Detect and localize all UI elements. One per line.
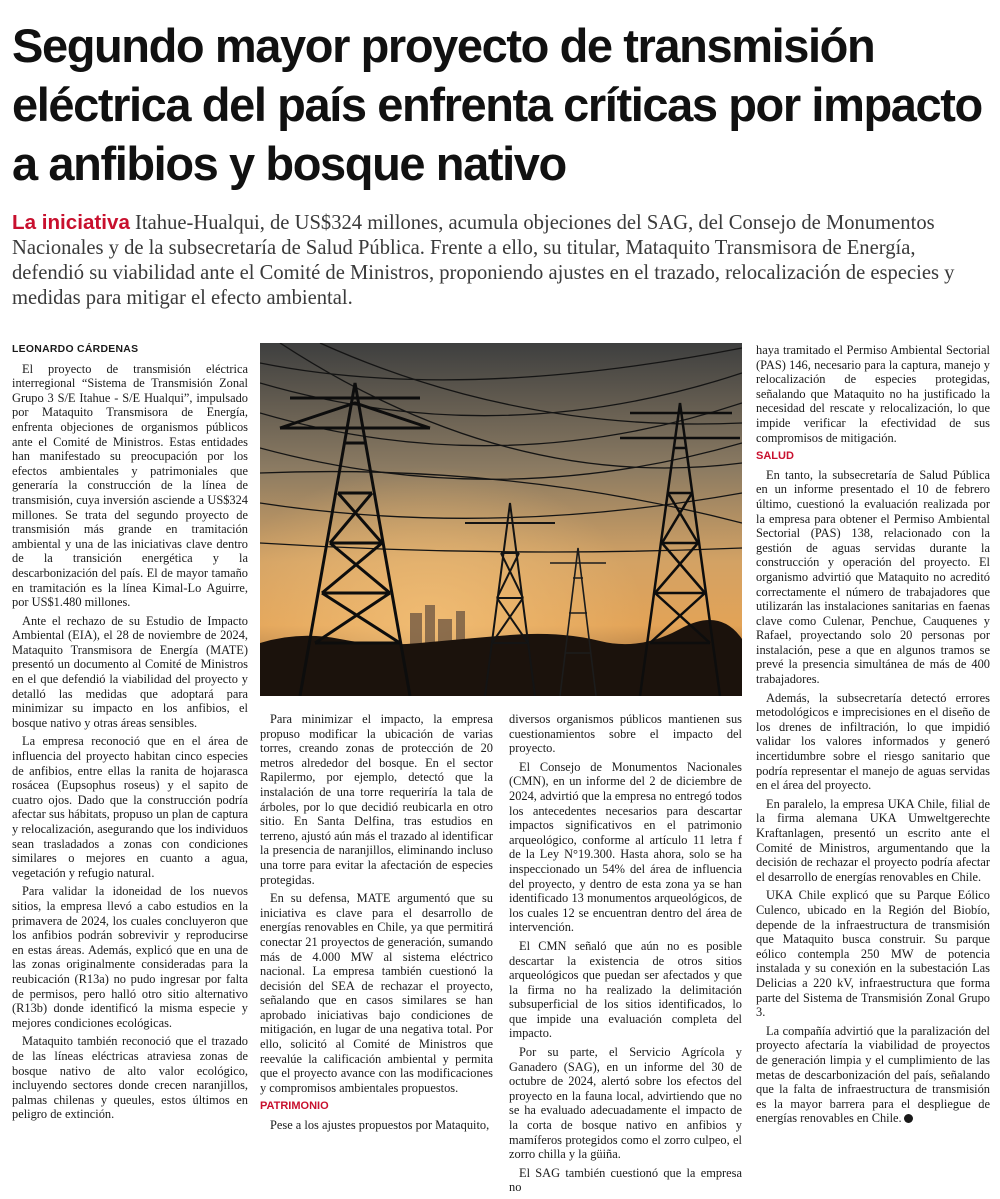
paragraph: haya tramitado el Permiso Ambiental Sectorial (PAS) 146, necesario para la captura, manejo y relocalización de especies protegidas, señalando que Mataquito no ha justificado la necesidad del rescate y relocalización, lo que impide verificar la efectividad de sus compromisos de mitigación. — [756, 343, 990, 445]
paragraph: Para minimizar el impacto, la empresa propuso modificar la ubicación de varias torres, creando zonas de protección de 20 metros alrededor del bosque. En el sector Rapilermo, por ejemplo, detectó que la instalación de una torre requeriría la tala de árboles, por lo que decidió reubicarla en otro sitio. En Santa Delfina, tras estudios en terreno, ajustó aún más el trazado al identificar la presencia de naranjillos, eliminando incluso una torre para evitar la afectación de especies protegidas. — [260, 712, 493, 887]
paragraph: El Consejo de Monumentos Nacionales (CMN), en un informe del 2 de diciembre de 2024, advirtió que la empresa no entregó todos los antecedentes necesarios para descartar impactos significativos en el patrimonio arqueológico, conforme al artículo 11 letra f de la Ley N°19.300. Hasta ahora, solo se ha inspeccionado un 54% del área de influencia del proyecto, y dentro de esta zona ya se han identificado 13 monumentos arqueológicos, de los cuales 12 se encuentran dentro del área de intervención. — [509, 759, 742, 935]
paragraph: Ante el rechazo de su Estudio de Impacto Ambiental (EIA), el 28 de noviembre de 2024, Mataquito Transmisora de Energía (MATE) presentó un documento al Comité de Ministros en el que defendió la viabilidad del proyecto y detalló las medidas que adoptará para minimizar su impacto en los anfibios, el bosque nativo y otras áreas sensibles. — [12, 613, 248, 730]
paragraph: diversos organismos públicos mantienen sus cuestionamientos sobre el impacto del proyecto. — [509, 712, 742, 756]
lede-text: Itahue-Hualqui, de US$324 millones, acumula objeciones del SAG, del Consejo de Monumentos Nacionales y de la subsecretaría de Salud Pública. Frente a ello, su titular, Mataquito Transmisora de Energía, defendió su viabilidad ante el Comité de Ministros, proponiendo ajustes en el trazado, relocalización de especies y medidas para mitigar el efecto ambiental. — [12, 212, 955, 309]
column-4 — [756, 343, 990, 1130]
paragraph: El proyecto de transmisión eléctrica interregional “Sistema de Transmisión Zonal Grupo 3 S/E Itahue - S/E Hualqui”, impulsado por Mataquito Transmisora de Energía, enfrenta objeciones de organismos públicos ante el Comité de Ministros. Estas entidades han manifestado su preocupación por los efectos ambientales y patrimoniales que generaría la construcción de la línea de transmisión, cuya inversión asciende a US$324 millones. Se trata del segundo proyecto de transmisión más grande en tramitación ambiental y una de las iniciativas clave dentro de la transición energética y la descarbonización del país. El de mayor tamaño en tramitación es la línea Kimal-Lo Aguirre, por US$1.480 millones. — [12, 361, 248, 610]
end-of-article-icon — [904, 1114, 913, 1123]
headline: Segundo mayor proyecto de transmisión eléctrica del país enfrenta críticas por impacto a anfibios y bosque nativo — [12, 19, 982, 190]
column-1 — [12, 343, 248, 1126]
paragraph: El CMN señaló que aún no es posible descartar la existencia de otros sitios arqueológicos que puedan ser afectados y que la firma no ha realizado la delimitación subsuperficial de los sitios identificados, lo que impide una evaluación completa del impacto. — [509, 938, 742, 1041]
paragraph: UKA Chile explicó que su Parque Eólico Culenco, ubicado en la Región del Biobío, depende de la infraestructura de transmisión que Mataquito busca construir. Su parque eólico contempla 250 MW de potencia instalada y su conexión en la subestación Las Delicias a 220 kV, infraestructura que forma parte del Sistema de Transmisión Zonal Grupo 3. — [756, 888, 990, 1020]
section-heading-salud: SALUD — [756, 450, 794, 463]
paragraph: En paralelo, la empresa UKA Chile, filial de la firma alemana UKA Umweltgerechte Kraftanlagen, presentó un escrito ante el Comité de Ministros, argumentando que la decisión de rechazar el proyecto podría afectar el desarrollo de energías renovables en Chile. — [756, 796, 990, 884]
paragraph: Mataquito también reconoció que el trazado de las líneas eléctricas atraviesa zonas de bosque nativo de alto valor ecológico, incluyendo sectores donde crecen naranjillos, palmas chilenas y queules, estos últimos en peligro de extinción. — [12, 1034, 248, 1122]
power-transmission-towers-sunset-photo — [260, 343, 742, 696]
paragraph: Pese a los ajustes propuestos por Mataquito, — [270, 1118, 490, 1133]
paragraph: El SAG también cuestionó que la empresa no — [509, 1165, 742, 1195]
lede-lead: La iniciativa — [12, 211, 130, 234]
paragraph: Además, la subsecretaría detectó errores metodológicos e imprecisiones en el diseño de los drenes de infiltración, lo que impidió validar los valores informados y generó incertidumbre sobre el riesgo sanitario que podría representar el manejo de aguas servidas en el área del proyecto. — [756, 690, 990, 793]
paragraph — [756, 1024, 990, 1126]
column-3 — [509, 712, 742, 1199]
paragraph: Para validar la idoneidad de los nuevos sitios, la empresa llevó a cabo estudios en la primavera de 2024, los cuales concluyeron que los anfibios podrán sobrevivir y reproducirse en estas áreas. Además, explicó que en una de las zonas originalmente consideradas para la reubicación (R13a) no pudo ingresar por falta de permisos, pero halló otro sitio alternativo (R13b) donde identificó la misma especie y mejores condiciones ecológicas. — [12, 884, 248, 1030]
paragraph: Por su parte, el Servicio Agrícola y Ganadero (SAG), en un informe del 30 de octubre de 2024, alertó sobre los efectos del proyecto en la fauna local, advirtiendo que no se ha evaluado adecuadamente el impacto de la corta de bosque nativo en anfibios y mamíferos protegidos como el zorro culpeo, el zorro chilla y la güiña. — [509, 1045, 742, 1162]
lede — [12, 210, 992, 311]
byline: LEONARDO CÁRDENAS — [12, 344, 139, 355]
section-heading-patrimonio: PATRIMONIO — [260, 1100, 329, 1113]
paragraph: La empresa reconoció que en el área de influencia del proyecto habitan cinco especies de anfibios, entre ellas la ranita de hojarasca rosácea (Eupsophus roseus) y el sapito de cuatro ojos. Dado que la construcción podría afectar sus hábitats, propuso un plan de captura y relocalización, asegurando que los individuos sean trasladados a zonas con condiciones similares o mejores en cuanto a agua, vegetación y refugio natural. — [12, 734, 248, 880]
column-2 — [260, 712, 493, 1137]
paragraph: En tanto, la subsecretaría de Salud Pública en un informe presentado el 10 de febrero último, cuestionó la evaluación realizada por la empresa para obtener el Permiso Ambiental Sectorial (PAS) 138, relacionado con la gestión de aguas servidas durante la construcción y operación del proyecto. El organismo advirtió que Mataquito no acreditó correctamente el número de trabajadores que utilizarán las instalaciones sanitarias en faenas clave como Culenar, Penchue, Cauquenes y Rafael, proyectando solo 20 personas por instalación, pese a que en algunos tramos se prevé la presencia simultánea de más de 400 trabajadores. — [756, 467, 990, 687]
paragraph: En su defensa, MATE argumentó que su iniciativa es clave para el desarrollo de energías renovables en Chile, ya que permitirá conectar 21 proyectos de generación, sumando más de 4.000 MW al sistema eléctrico nacional. La empresa también cuestionó la decisión del SEA de rechazar el proyecto, señalando que en casos similares se han aprobado iniciativas bajo condiciones de mitigación, en lugar de una negativa total. Por ello, solicitó al Comité de Ministros que reevalúe la calificación ambiental y permita que el proyecto avance con las modificaciones y compromisos ambientales propuestos. — [260, 891, 493, 1095]
paragraph-text: La compañía advirtió que la paralización del proyecto afectaría la viabilidad de proyectos de generación limpia y el cumplimiento de las metas de descarbonización del país, señalando que la falta de infraestructura de transmisión es la mayor barrera para el despliegue de energías renovables en Chile. — [756, 1023, 990, 1126]
